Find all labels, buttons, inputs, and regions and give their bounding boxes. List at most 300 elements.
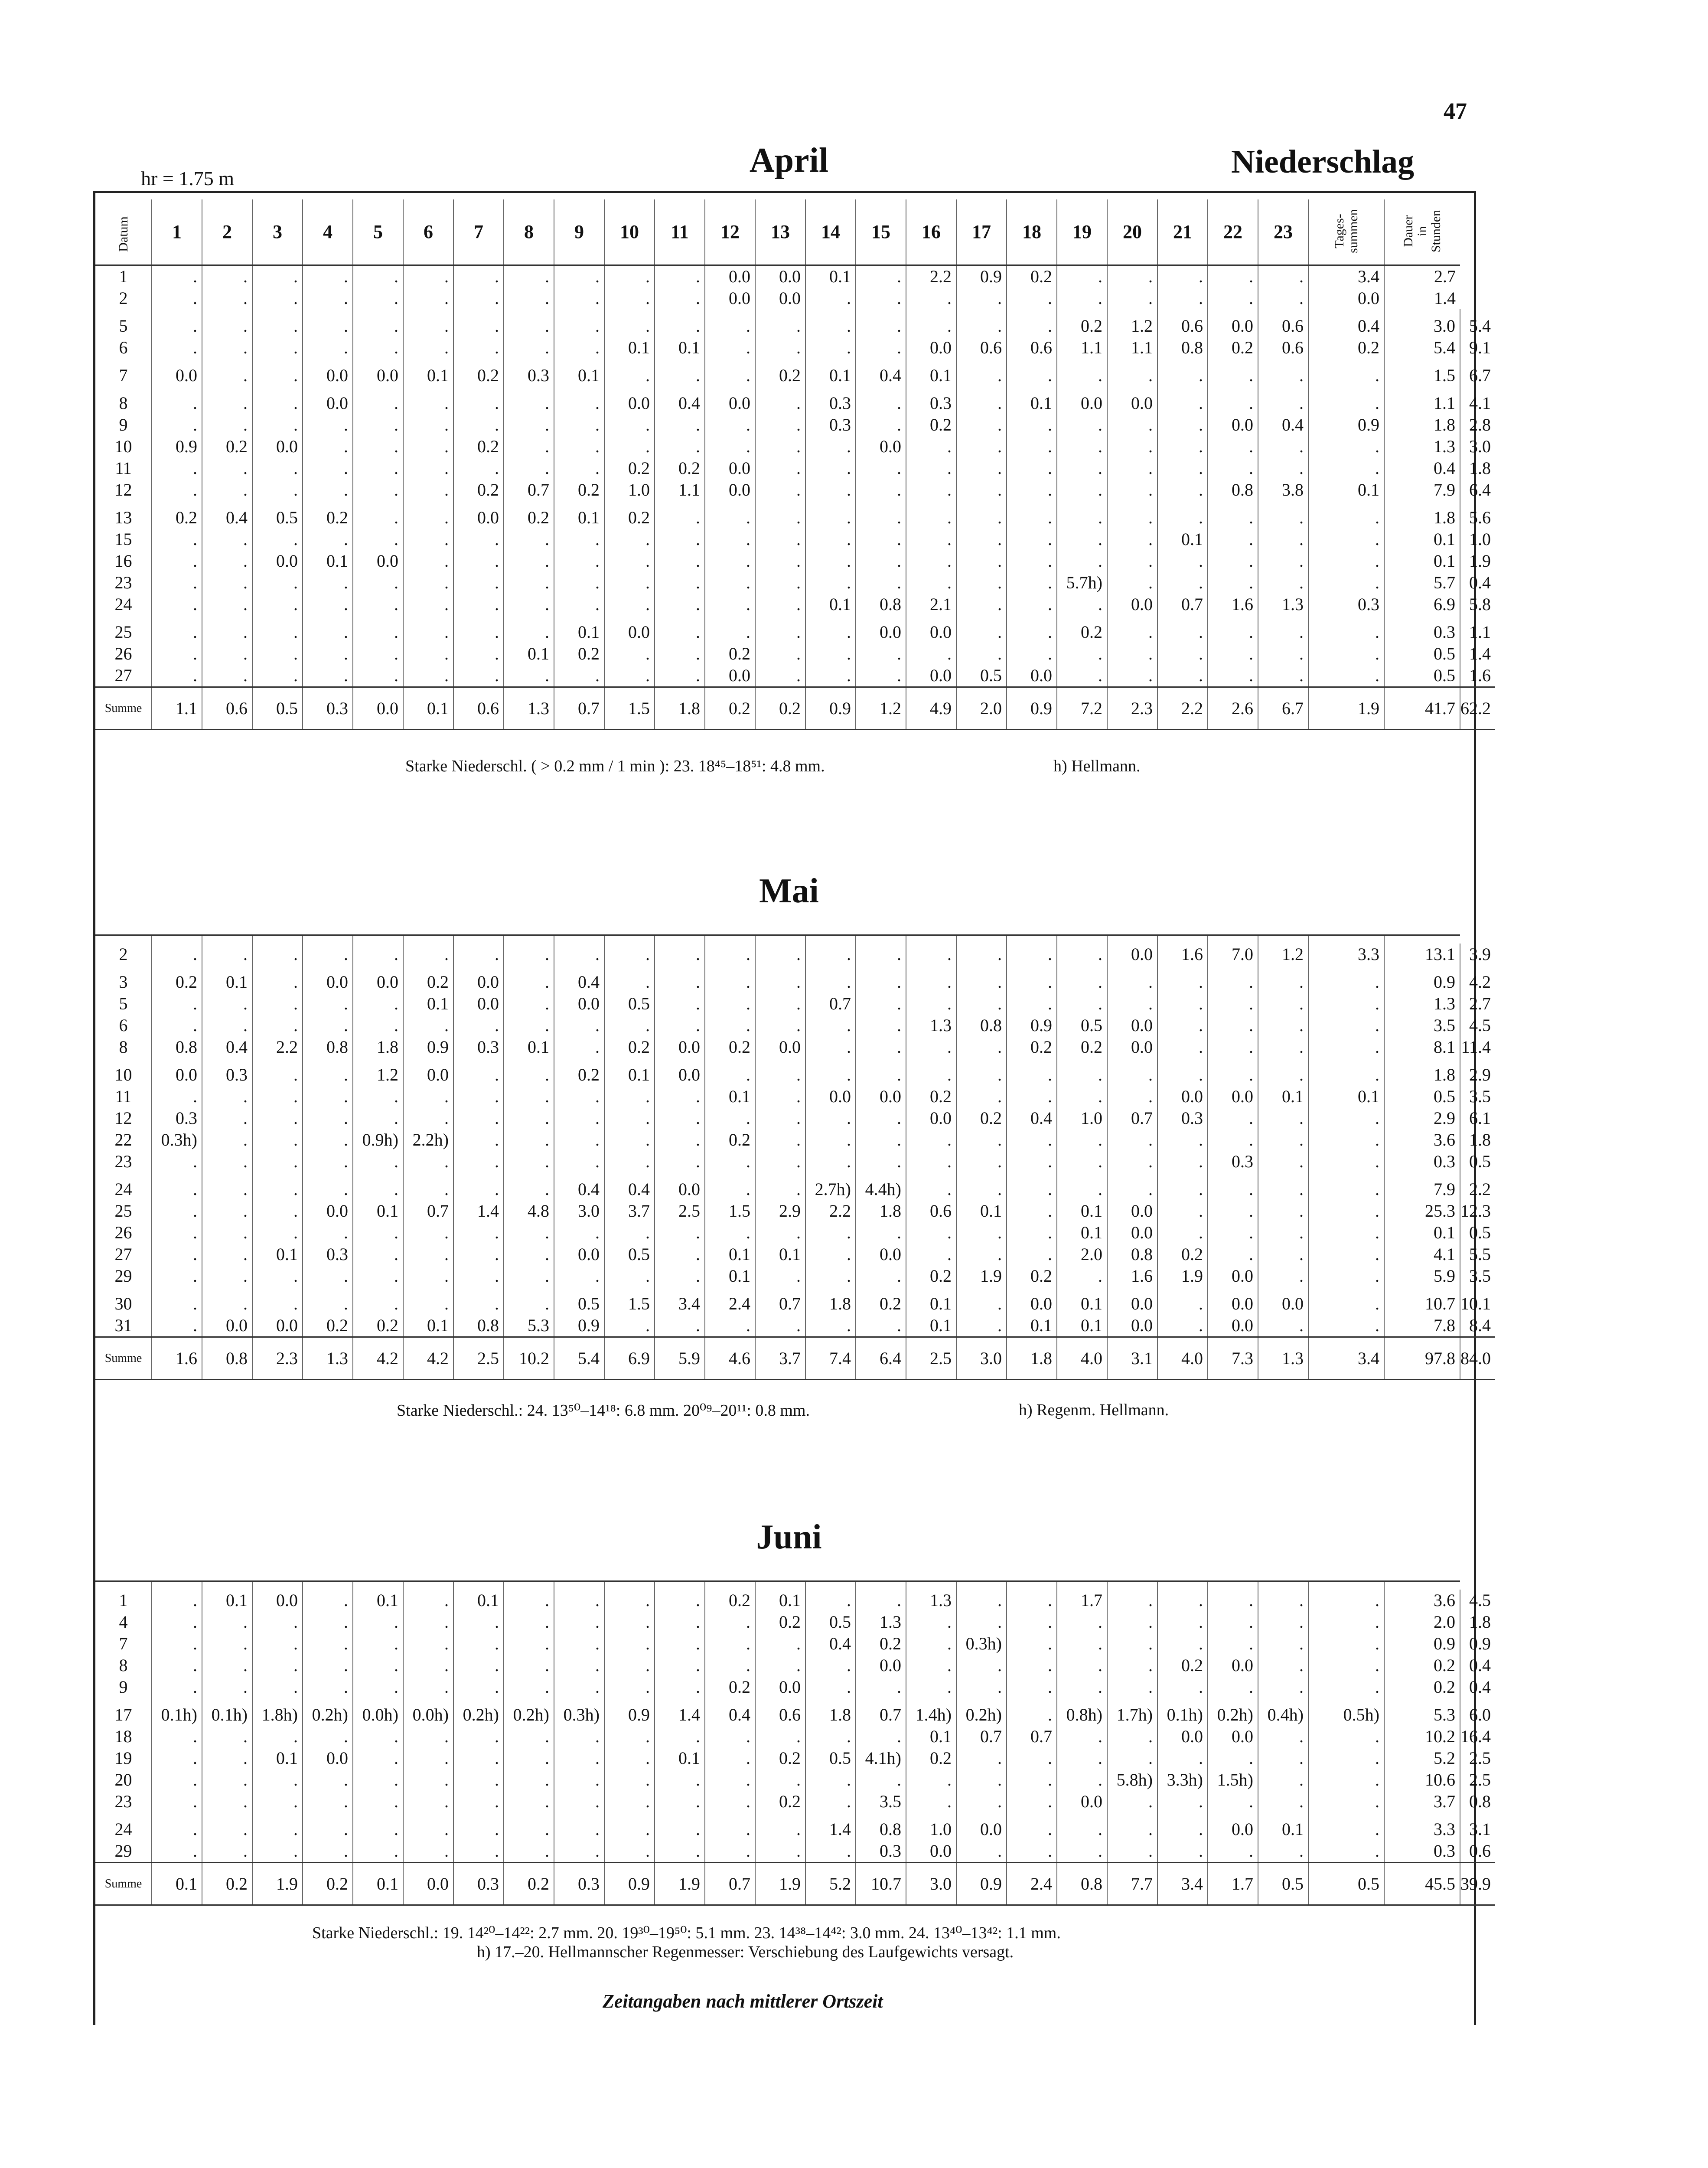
- hour-cell: .: [252, 309, 303, 337]
- hour-cell: 0.6: [906, 1200, 956, 1222]
- rule-cell: [1208, 935, 1258, 944]
- hour-cell: 0.2: [906, 414, 956, 436]
- hour-cell: .: [755, 1086, 805, 1107]
- hour-cell: 0.0: [1007, 1287, 1057, 1315]
- hour-cell: .: [152, 643, 202, 665]
- hour-cell: .: [1057, 1172, 1107, 1200]
- date-cell: 16: [114, 551, 132, 571]
- total-cell: .: [1308, 1244, 1384, 1265]
- hour-cell: 0.2: [1057, 615, 1107, 643]
- hour-cell: .: [202, 359, 252, 386]
- hour-cell: .: [655, 594, 705, 615]
- total-cell: 0.5: [1460, 1151, 1495, 1172]
- hour-cell: 0.0: [1208, 1726, 1258, 1747]
- hour-cell: .: [202, 1812, 252, 1840]
- sum-cell: 1.5: [604, 687, 655, 730]
- hour-cell: .: [403, 1676, 453, 1698]
- hour-cell: .: [1057, 1086, 1107, 1107]
- hour-cell: 0.0: [856, 1244, 906, 1265]
- hour-cell: 0.0: [1208, 309, 1258, 337]
- hour-cell: 1.1: [655, 479, 705, 501]
- hour-cell: 0.0: [755, 1036, 805, 1058]
- table-row: [95, 1036, 1495, 1058]
- table-row: [95, 337, 1495, 359]
- hour-cell: .: [655, 265, 705, 288]
- hour-cell: 0.0: [1007, 665, 1057, 687]
- rule-cell: [906, 935, 956, 944]
- total-cell: 5.2: [1384, 1747, 1460, 1769]
- hour-cell: .: [705, 1222, 755, 1244]
- hour-cell: .: [202, 1676, 252, 1698]
- hour-cell: .: [1258, 1655, 1308, 1676]
- hour-cell: 3.3h): [1157, 1769, 1208, 1791]
- hour-cell: .: [906, 550, 956, 572]
- total-cell: 2.8: [1460, 414, 1495, 436]
- hour-cell: .: [303, 1172, 353, 1200]
- hour-cell: .: [504, 309, 554, 337]
- hour-cell: .: [805, 529, 856, 550]
- hour-cell: .: [152, 1747, 202, 1769]
- hour-cell: .: [303, 1812, 353, 1840]
- hour-cell: .: [956, 594, 1007, 615]
- hour-cell: 0.1: [252, 1244, 303, 1265]
- hour-cell: .: [403, 1590, 453, 1611]
- hour-cell: .: [956, 550, 1007, 572]
- hour-cell: .: [504, 1086, 554, 1107]
- total-cell: 4.5: [1460, 1590, 1495, 1611]
- date-cell: 26: [114, 644, 132, 663]
- total-cell: 1.4: [1460, 643, 1495, 665]
- hour-cell: .: [1007, 309, 1057, 337]
- hour-cell: .: [604, 1107, 655, 1129]
- hour-cell: .: [353, 1244, 403, 1265]
- rule-cell: [755, 1581, 805, 1590]
- hour-cell: .: [202, 309, 252, 337]
- hour-cell: .: [353, 993, 403, 1015]
- hour-cell: .: [705, 1812, 755, 1840]
- hour-cell: 2.1: [906, 594, 956, 615]
- hour-cell: .: [152, 1611, 202, 1633]
- hour-cell: .: [1157, 1058, 1208, 1086]
- hour-cell: .: [805, 309, 856, 337]
- date-cell: 5: [119, 994, 128, 1013]
- table-row: [95, 386, 1495, 414]
- hour-header: 6: [403, 199, 453, 265]
- hour-cell: 0.2: [705, 1036, 755, 1058]
- hour-cell: .: [453, 1769, 504, 1791]
- hour-cell: .: [202, 1655, 252, 1676]
- hour-cell: .: [1007, 594, 1057, 615]
- total-cell: 0.5: [1384, 665, 1460, 687]
- hour-cell: .: [1007, 1611, 1057, 1633]
- hour-cell: 4.1h): [856, 1747, 906, 1769]
- hour-cell: .: [403, 1633, 453, 1655]
- hour-cell: 0.0: [303, 1747, 353, 1769]
- hour-cell: .: [1157, 1200, 1208, 1222]
- hour-cell: .: [353, 1655, 403, 1676]
- hour-cell: .: [1258, 265, 1308, 288]
- hour-cell: 0.3: [152, 1107, 202, 1129]
- hour-cell: .: [1208, 457, 1258, 479]
- hour-cell: .: [604, 965, 655, 993]
- hour-cell: .: [856, 309, 906, 337]
- hour-cell: 0.9: [152, 436, 202, 457]
- hour-cell: .: [604, 1840, 655, 1863]
- hour-cell: 0.1: [1057, 1287, 1107, 1315]
- hour-cell: .: [1208, 1611, 1258, 1633]
- hour-cell: .: [152, 1172, 202, 1200]
- hour-cell: 0.0: [705, 457, 755, 479]
- date-cell: 27: [114, 666, 132, 685]
- hour-cell: .: [956, 1129, 1007, 1151]
- total-cell: 3.9: [1460, 944, 1495, 965]
- rule-cell: [805, 1581, 856, 1590]
- hour-cell: .: [956, 414, 1007, 436]
- total-cell: .: [1308, 1151, 1384, 1172]
- hour-cell: .: [906, 501, 956, 529]
- hour-cell: .: [1258, 1840, 1308, 1863]
- hour-cell: 0.1: [353, 1200, 403, 1222]
- hour-cell: .: [202, 1633, 252, 1655]
- hour-cell: .: [303, 1840, 353, 1863]
- hour-cell: .: [1258, 1222, 1308, 1244]
- hour-cell: .: [1107, 1840, 1157, 1863]
- hour-cell: .: [554, 287, 604, 309]
- hour-cell: .: [755, 479, 805, 501]
- rule-cell: [152, 1581, 202, 1590]
- hour-cell: 0.8: [453, 1315, 504, 1337]
- hour-cell: .: [453, 643, 504, 665]
- hour-cell: .: [303, 479, 353, 501]
- hour-cell: 0.1: [805, 359, 856, 386]
- hour-cell: .: [303, 287, 353, 309]
- hour-cell: .: [1208, 1015, 1258, 1036]
- hour-cell: .: [353, 1222, 403, 1244]
- sum-cell: 0.2: [755, 687, 805, 730]
- hour-cell: .: [303, 594, 353, 615]
- hour-cell: 0.0: [1208, 1287, 1258, 1315]
- hour-cell: .: [202, 1769, 252, 1791]
- hour-cell: .: [252, 287, 303, 309]
- hour-cell: 1.5: [705, 1200, 755, 1222]
- date-cell: 10: [114, 437, 132, 456]
- hour-cell: .: [805, 643, 856, 665]
- hour-cell: 0.2: [504, 501, 554, 529]
- hour-cell: .: [956, 1151, 1007, 1172]
- sum-cell: 1.1: [152, 687, 202, 730]
- hour-cell: .: [604, 944, 655, 965]
- hour-cell: 0.2: [554, 643, 604, 665]
- date-cell: 13: [114, 508, 132, 527]
- table-row: [95, 1015, 1495, 1036]
- hour-cell: .: [1258, 386, 1308, 414]
- total-cell: 0.9: [1384, 965, 1460, 993]
- hour-cell: .: [152, 1244, 202, 1265]
- hour-cell: .: [604, 359, 655, 386]
- hour-cell: .: [453, 287, 504, 309]
- hour-cell: .: [504, 414, 554, 436]
- hour-cell: 0.1: [1007, 1315, 1057, 1337]
- hour-header: 3: [252, 199, 303, 265]
- hour-cell: 1.2: [1258, 944, 1308, 965]
- hour-cell: 0.1h): [152, 1698, 202, 1726]
- hour-cell: 0.6: [956, 337, 1007, 359]
- hour-cell: 0.0: [705, 665, 755, 687]
- hour-cell: .: [655, 1726, 705, 1747]
- table-row: [95, 1611, 1495, 1633]
- sum-cell: 0.2: [303, 1863, 353, 1905]
- hour-cell: .: [705, 337, 755, 359]
- total-cell: 1.1: [1460, 615, 1495, 643]
- hour-cell: .: [1208, 501, 1258, 529]
- hour-cell: .: [1057, 457, 1107, 479]
- hour-cell: .: [1057, 479, 1107, 501]
- total-cell: 7.9: [1384, 479, 1460, 501]
- hour-cell: .: [353, 287, 403, 309]
- hour-cell: .: [956, 643, 1007, 665]
- hour-cell: .: [705, 965, 755, 993]
- hour-cell: .: [755, 993, 805, 1015]
- total-cell: 3.6: [1384, 1590, 1460, 1611]
- rule-cell: [956, 1581, 1007, 1590]
- hour-cell: 0.2: [1007, 1265, 1057, 1287]
- hour-cell: .: [202, 529, 252, 550]
- hour-cell: .: [202, 1200, 252, 1222]
- hour-cell: .: [554, 309, 604, 337]
- table-row: [95, 1151, 1495, 1172]
- hour-cell: 0.2: [755, 1747, 805, 1769]
- hour-cell: .: [956, 1244, 1007, 1265]
- sum-cell: 45.5: [1384, 1863, 1460, 1905]
- hour-cell: .: [906, 1036, 956, 1058]
- hour-cell: 1.6: [1107, 1265, 1157, 1287]
- total-cell: 0.3: [1384, 1840, 1460, 1863]
- hour-cell: .: [604, 1151, 655, 1172]
- hour-cell: .: [1057, 1151, 1107, 1172]
- hour-cell: .: [655, 1812, 705, 1840]
- hour-cell: .: [453, 1726, 504, 1747]
- hour-cell: .: [604, 1315, 655, 1337]
- hour-cell: .: [805, 1244, 856, 1265]
- total-cell: 6.7: [1460, 359, 1495, 386]
- hour-cell: .: [152, 337, 202, 359]
- hour-cell: .: [353, 436, 403, 457]
- date-cell: 27: [114, 1244, 132, 1264]
- total-cell: 4.1: [1384, 1244, 1460, 1265]
- sum-cell: 7.4: [805, 1337, 856, 1380]
- hour-cell: 5.8h): [1107, 1769, 1157, 1791]
- hour-cell: .: [1258, 1200, 1308, 1222]
- hour-cell: .: [655, 1129, 705, 1151]
- hour-cell: .: [554, 414, 604, 436]
- table-row: [95, 1698, 1495, 1726]
- hour-cell: .: [705, 1315, 755, 1337]
- hour-cell: .: [152, 1812, 202, 1840]
- hour-cell: 4.8: [504, 1200, 554, 1222]
- hour-cell: .: [705, 1747, 755, 1769]
- hour-cell: 0.3: [303, 1244, 353, 1265]
- hour-cell: .: [202, 1840, 252, 1863]
- total-cell: 4.5: [1460, 1015, 1495, 1036]
- hour-cell: .: [353, 594, 403, 615]
- hour-cell: .: [152, 1769, 202, 1791]
- hour-cell: .: [604, 1086, 655, 1107]
- hour-cell: .: [353, 1812, 403, 1840]
- hour-cell: .: [202, 1726, 252, 1747]
- hour-cell: .: [1258, 1726, 1308, 1747]
- hour-cell: .: [152, 550, 202, 572]
- hour-cell: .: [956, 965, 1007, 993]
- hour-cell: .: [1157, 550, 1208, 572]
- hour-cell: 1.3: [856, 1611, 906, 1633]
- hour-cell: .: [705, 615, 755, 643]
- hour-cell: .: [403, 1611, 453, 1633]
- total-cell: .: [1308, 1200, 1384, 1222]
- date-cell: 17: [114, 1705, 132, 1724]
- hour-cell: .: [1157, 1222, 1208, 1244]
- date-cell: 3: [119, 972, 128, 992]
- hour-cell: .: [906, 436, 956, 457]
- sum-cell: 2.3: [1107, 687, 1157, 730]
- hour-cell: .: [1157, 1129, 1208, 1151]
- hour-cell: .: [755, 457, 805, 479]
- hour-cell: 2.5: [655, 1200, 705, 1222]
- sum-cell: 0.9: [1007, 687, 1057, 730]
- hour-cell: .: [303, 1726, 353, 1747]
- rule-cell: [202, 1581, 252, 1590]
- rule-cell: [1308, 1581, 1384, 1590]
- date-cell: 2: [119, 288, 128, 308]
- hour-cell: .: [1057, 265, 1107, 288]
- hour-cell: .: [956, 359, 1007, 386]
- rule-cell: [1007, 935, 1057, 944]
- hour-cell: .: [303, 337, 353, 359]
- hour-cell: .: [1057, 1633, 1107, 1655]
- hour-cell: .: [1007, 550, 1057, 572]
- hour-cell: 0.0: [1107, 1287, 1157, 1315]
- table-mai: [95, 934, 1495, 1380]
- hour-cell: .: [453, 1107, 504, 1129]
- hour-cell: .: [906, 287, 956, 309]
- total-cell: 3.0: [1384, 309, 1460, 337]
- hour-cell: .: [252, 359, 303, 386]
- table-row: [95, 479, 1495, 501]
- hour-cell: .: [906, 643, 956, 665]
- hour-cell: 0.0: [152, 359, 202, 386]
- hour-cell: 0.1: [554, 615, 604, 643]
- total-cell: 5.7: [1384, 572, 1460, 594]
- hour-cell: .: [1208, 1747, 1258, 1769]
- hour-cell: 7.0: [1208, 944, 1258, 965]
- hour-cell: .: [604, 436, 655, 457]
- hour-cell: 0.0: [906, 1840, 956, 1863]
- sum-cell: 3.4: [1157, 1863, 1208, 1905]
- hour-cell: .: [856, 550, 906, 572]
- hour-cell: .: [152, 1726, 202, 1747]
- rule-cell: [906, 1581, 956, 1590]
- hour-cell: 0.1: [805, 594, 856, 615]
- hour-cell: .: [1057, 1058, 1107, 1086]
- hour-cell: 0.3: [906, 386, 956, 414]
- hour-cell: 0.0: [554, 993, 604, 1015]
- hour-cell: .: [604, 1015, 655, 1036]
- hour-cell: .: [655, 615, 705, 643]
- hour-cell: .: [1007, 529, 1057, 550]
- hour-cell: 1.3: [906, 1015, 956, 1036]
- hour-cell: .: [453, 1222, 504, 1244]
- hour-cell: .: [906, 1129, 956, 1151]
- hour-cell: .: [152, 414, 202, 436]
- hour-cell: 1.6: [1157, 944, 1208, 965]
- hour-cell: 0.0: [353, 965, 403, 993]
- hour-cell: .: [856, 287, 906, 309]
- hour-cell: .: [1258, 1015, 1308, 1036]
- hour-cell: .: [1208, 572, 1258, 594]
- sum-cell: 3.7: [755, 1337, 805, 1380]
- hour-cell: .: [202, 1287, 252, 1315]
- hour-cell: 0.0: [956, 1812, 1007, 1840]
- date-cell: 6: [119, 1015, 128, 1035]
- total-cell: 5.4: [1460, 309, 1495, 337]
- hour-cell: .: [453, 414, 504, 436]
- total-cell: .: [1308, 1655, 1384, 1676]
- hour-cell: 0.1: [1258, 1812, 1308, 1840]
- hour-cell: .: [504, 1769, 554, 1791]
- hour-cell: .: [453, 1151, 504, 1172]
- hour-cell: 0.7: [805, 993, 856, 1015]
- hour-cell: .: [655, 665, 705, 687]
- hour-cell: 0.0h): [403, 1698, 453, 1726]
- sum-cell: 97.8: [1384, 1337, 1460, 1380]
- hour-cell: 0.9: [554, 1315, 604, 1337]
- hour-cell: 0.8: [1208, 479, 1258, 501]
- table-row: [95, 1172, 1495, 1200]
- total-cell: 6.1: [1460, 1107, 1495, 1129]
- hour-cell: .: [755, 1315, 805, 1337]
- hour-cell: .: [1258, 436, 1308, 457]
- hour-cell: .: [1107, 414, 1157, 436]
- total-cell: 2.9: [1460, 1058, 1495, 1086]
- hour-cell: .: [1258, 1151, 1308, 1172]
- total-cell: 0.9: [1308, 414, 1384, 436]
- hour-cell: .: [755, 643, 805, 665]
- hour-cell: .: [453, 594, 504, 615]
- hour-cell: .: [856, 501, 906, 529]
- hour-cell: 0.9: [956, 265, 1007, 288]
- hour-cell: 0.9: [1007, 1015, 1057, 1036]
- rule-cell: [95, 1581, 152, 1590]
- hour-cell: .: [453, 1791, 504, 1812]
- hour-cell: .: [1057, 665, 1107, 687]
- hour-cell: .: [1157, 1611, 1208, 1633]
- total-cell: 0.5h): [1308, 1698, 1384, 1726]
- hour-cell: .: [705, 414, 755, 436]
- rule-cell: [252, 1581, 303, 1590]
- hour-cell: .: [805, 1265, 856, 1287]
- hour-cell: .: [504, 1590, 554, 1611]
- sum-cell: 0.1: [403, 687, 453, 730]
- sum-cell: 0.2: [202, 1863, 252, 1905]
- hour-cell: .: [353, 1287, 403, 1315]
- hour-cell: .: [1208, 615, 1258, 643]
- date-cell: 19: [114, 1748, 132, 1768]
- total-cell: 5.6: [1460, 501, 1495, 529]
- hour-cell: .: [1057, 1726, 1107, 1747]
- hour-cell: .: [1007, 436, 1057, 457]
- table-row: [95, 1769, 1495, 1791]
- date-cell: 24: [114, 1819, 132, 1839]
- hour-cell: .: [1258, 287, 1308, 309]
